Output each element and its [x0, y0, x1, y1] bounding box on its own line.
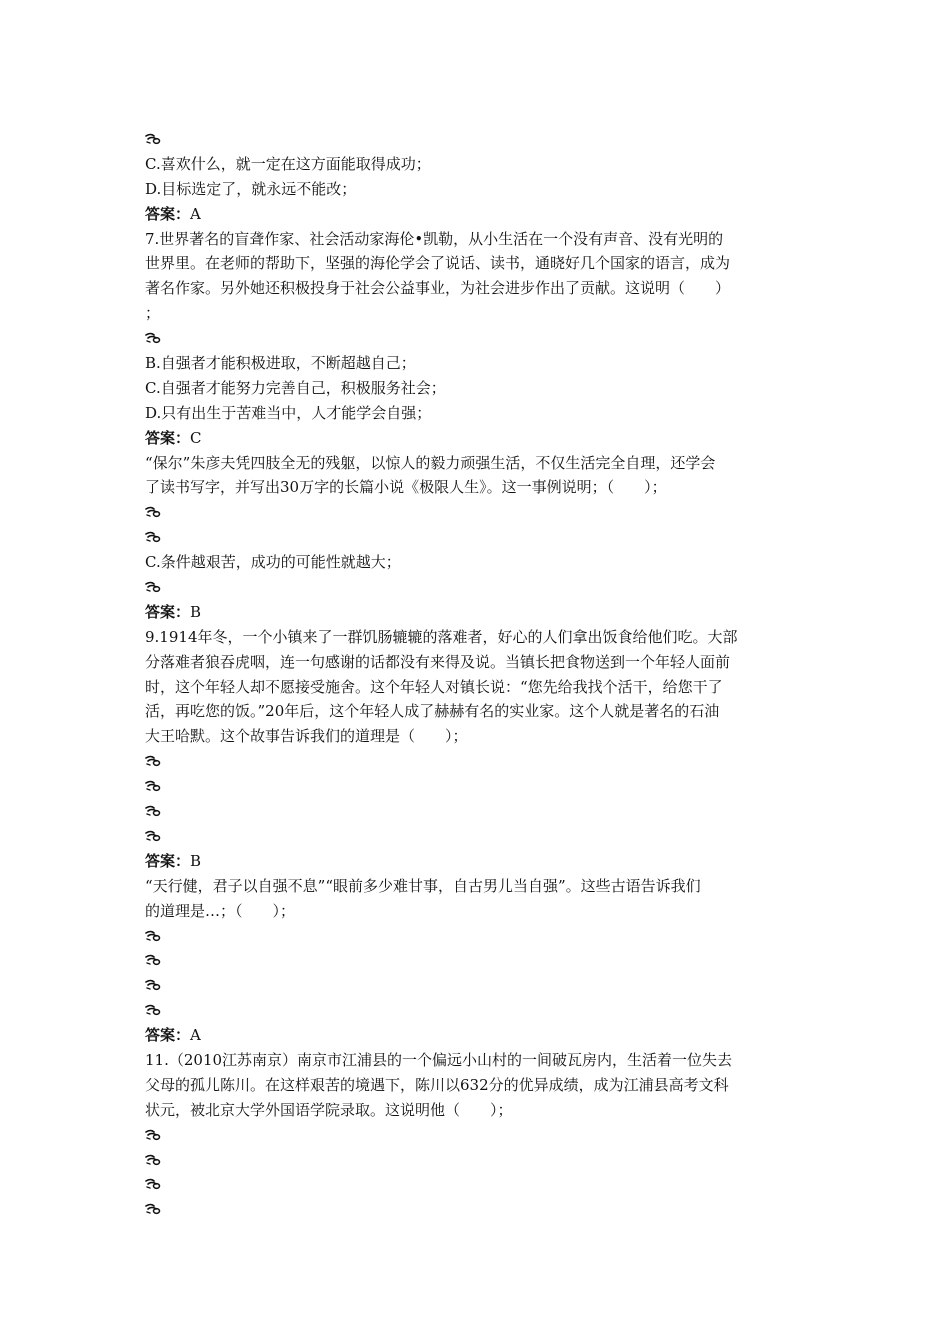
answer-line: [145, 426, 815, 451]
answer-line: [145, 849, 815, 874]
text-line: C.条件越艰苦，成功的可能性就越大；: [145, 553, 401, 572]
option-placeholder-line: [145, 998, 815, 1023]
answer-value: B: [190, 602, 202, 621]
option-placeholder-line: [145, 127, 815, 152]
option-placeholder-icon: [145, 930, 161, 942]
text-line: 分落难者狼吞虎咽，连一句感谢的话都没有来得及说。当镇长把食物送到一个年轻人面前: [145, 652, 731, 671]
answer-label: 答案：: [145, 851, 191, 870]
text-line: 大王哈默。这个故事告诉我们的道理是（ ）；: [145, 727, 468, 746]
text-line: ；: [145, 304, 161, 323]
option-placeholder-line: [145, 924, 815, 949]
answer-label: 答案：: [145, 602, 191, 621]
option-placeholder-line: [145, 1172, 815, 1197]
option-placeholder-icon: [145, 979, 161, 991]
option-placeholder-line: [145, 326, 815, 351]
answer-value: A: [190, 204, 201, 223]
text-line: 了读书写字，并写出30万字的长篇小说《极限人生》。这一事例说明；（ ）；: [145, 478, 667, 497]
text-line: C.喜欢什么，就一定在这方面能取得成功；: [145, 154, 431, 173]
option-placeholder-icon: [145, 755, 161, 767]
text-line: “天行健，君子以自强不息”“眼前多少难甘事，自古男儿当自强”。这些古语告诉我们: [145, 876, 701, 895]
option-placeholder-icon: [145, 805, 161, 817]
text-line: 父母的孤儿陈川。在这样艰苦的境遇下，陈川以632分的优异成绩，成为江浦县高考文科: [145, 1075, 729, 1094]
option-placeholder-line: [145, 1197, 815, 1222]
answer-line: [145, 1023, 815, 1048]
text-line: 活，再吃您的饭。”20年后，这个年轻人成了赫赫有名的实业家。这个人就是著名的石油: [145, 702, 720, 721]
text-line: 9.1914年冬，一个小镇来了一群饥肠辘辘的落难者，好心的人们拿出饭食给他们吃。大部: [145, 627, 738, 646]
answer-value: A: [190, 1026, 201, 1045]
text-line: “保尔”朱彦夫凭四肢全无的残躯，以惊人的毅力顽强生活，不仅生活完全自理，还学会: [145, 453, 716, 472]
option-placeholder-line: [145, 749, 815, 774]
option-placeholder-icon: [145, 1178, 161, 1190]
answer-line: [145, 600, 815, 625]
option-placeholder-icon: [145, 581, 161, 593]
option-placeholder-icon: [145, 506, 161, 518]
option-placeholder-line: [145, 948, 815, 973]
text-line: D.目标选定了，就永远不能改；: [145, 179, 357, 198]
answer-value: C: [190, 428, 202, 447]
option-placeholder-icon: [145, 1203, 161, 1215]
option-placeholder-line: [145, 1123, 815, 1148]
text-line: 7.世界著名的盲聋作家、社会活动家海伦•凯勒，从小生活在一个没有声音、没有光明的: [145, 229, 724, 248]
question-list: [145, 127, 815, 1222]
option-placeholder-icon: [145, 954, 161, 966]
option-placeholder-line: [145, 824, 815, 849]
option-placeholder-line: [145, 1148, 815, 1173]
option-placeholder-icon: [145, 830, 161, 842]
text-line: 著名作家。另外她还积极投身于社会公益事业，为社会进步作出了贡献。这说明（ ）: [145, 279, 731, 298]
option-placeholder-line: [145, 575, 815, 600]
option-placeholder-line: [145, 525, 815, 550]
text-line: 状元，被北京大学外国语学院录取。这说明他（ ）；: [145, 1100, 513, 1119]
option-placeholder-icon: [145, 531, 161, 543]
text-line: 时，这个年轻人却不愿接受施舍。这个年轻人对镇长说：“您先给我找个活干，给您干了: [145, 677, 723, 696]
text-line: C.自强者才能努力完善自己，积极服务社会；: [145, 378, 446, 397]
option-placeholder-line: [145, 799, 815, 824]
option-placeholder-line: [145, 774, 815, 799]
text-line: 11.（2010江苏南京）南京市江浦县的一个偏远小山村的一间破瓦房内，生活着一位失去: [145, 1050, 733, 1069]
answer-label: 答案：: [145, 1026, 191, 1045]
option-placeholder-line: [145, 973, 815, 998]
option-placeholder-line: [145, 500, 815, 525]
option-placeholder-icon: [145, 1129, 161, 1141]
text-line: 世界里。在老师的帮助下，坚强的海伦学会了说话、读书，通晓好几个国家的语言，成为: [145, 254, 731, 273]
option-placeholder-icon: [145, 133, 161, 145]
option-placeholder-icon: [145, 1154, 161, 1166]
answer-value: B: [190, 851, 202, 870]
text-line: D.只有出生于苦难当中，人才能学会自强；: [145, 403, 432, 422]
option-placeholder-icon: [145, 1004, 161, 1016]
option-placeholder-icon: [145, 332, 161, 344]
answer-line: [145, 202, 815, 227]
answer-label: 答案：: [145, 204, 191, 223]
answer-label: 答案：: [145, 428, 191, 447]
option-placeholder-icon: [145, 780, 161, 792]
text-line: 的道理是…；（ ）；: [145, 901, 296, 920]
text-line: B.自强者才能积极进取，不断超越自己；: [145, 354, 416, 373]
